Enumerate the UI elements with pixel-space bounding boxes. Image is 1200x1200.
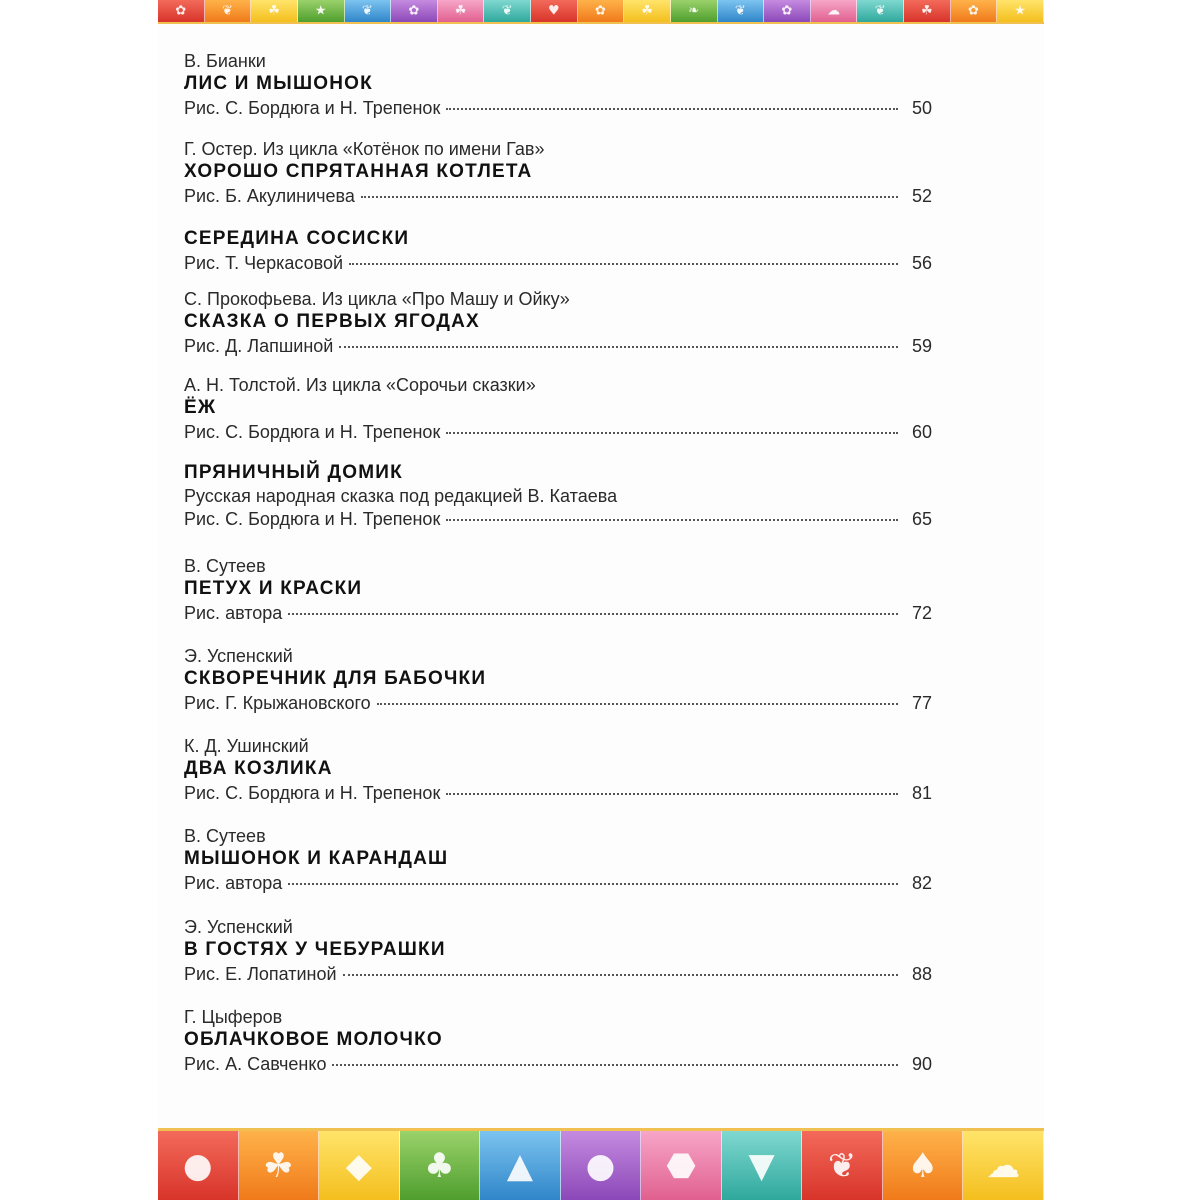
flower-icon: ✿ [594,3,606,19]
entry-page-number: 90 [911,1054,932,1074]
decor-tile [319,1131,400,1200]
entry-illustrator-line [184,96,932,120]
entry-illustrator: Рис. Г. Крыжановского [184,693,371,713]
dot-leader [343,974,898,976]
decor-tile [963,1131,1044,1200]
decor-tile [578,0,625,22]
butterfly-icon: ❦ [221,3,233,19]
toc-entry [184,138,932,208]
decor-tile [883,1131,964,1200]
decor-tile [480,1131,561,1200]
dot-leader [446,432,898,434]
toc-entry [184,374,932,444]
entry-title: ПРЯНИЧНЫЙ ДОМИК [184,462,403,483]
strawberry-icon: ♥ [547,3,560,19]
entry-page-number: 52 [911,186,932,206]
decor-tile [158,1131,239,1200]
toc-entry [184,645,932,715]
decor-tile [718,0,765,22]
butterfly-icon: ❦ [874,3,886,19]
decor-tile [997,0,1044,22]
pig-icon: ● [585,1145,616,1186]
dot-leader [361,196,898,198]
decor-tile [438,0,485,22]
entry-page-number: 77 [911,693,932,713]
entry-illustrator-line [184,871,932,895]
decor-tile [531,0,578,22]
decor-tile [239,1131,320,1200]
entry-illustrator: Рис. автора [184,603,283,623]
toc-entry [184,825,932,895]
bird-icon: ❧ [688,3,700,19]
decor-tile [298,0,345,22]
entry-page-number: 59 [911,336,932,356]
leaf-icon: ☘ [454,3,467,19]
bottom-decorative-strip [158,1128,1044,1200]
flower-icon: ✿ [408,3,420,19]
entry-author: Э. Успенский [184,646,293,666]
star-icon: ★ [1014,3,1026,19]
entry-author: К. Д. Ушинский [184,736,309,756]
entry-illustrator: Рис. Б. Акулиничева [184,186,355,206]
decor-tile [624,0,671,22]
entry-page-number: 65 [911,509,932,529]
cloud-icon: ☁ [827,3,841,19]
decor-tile [764,0,811,22]
entry-illustrator-line [184,601,932,625]
entry-author: А. Н. Толстой. Из цикла «Сорочьи сказки» [184,375,536,395]
dot-leader [446,108,898,110]
frog-icon: ♠ [907,1145,938,1186]
decor-tile [951,0,998,22]
entry-title: СКВОРЕЧНИК ДЛЯ БАБОЧКИ [184,668,487,689]
entry-illustrator: Рис. С. Бордюга и Н. Трепенок [184,422,441,442]
entry-author: С. Прокофьева. Из цикла «Про Машу и Ойку» [184,289,570,309]
decor-tile [400,1131,481,1200]
toc-entry [184,288,932,358]
dot-leader [288,613,898,615]
entry-illustrator: Рис. С. Бордюга и Н. Трепенок [184,783,441,803]
butterfly-icon: ❦ [361,3,373,19]
entry-title: ОБЛАЧКОВОЕ МОЛОЧКО [184,1029,443,1050]
goat-icon: ▲ [506,1145,534,1186]
entry-page-number: 82 [911,873,932,893]
entry-title: ХОРОШО СПРЯТАННАЯ КОТЛЕТА [184,161,533,182]
decor-tile [345,0,392,22]
chick-icon: ● [182,1145,213,1186]
bear-icon: ⬣ [666,1145,696,1186]
cloud-icon: ☁ [986,1145,1021,1186]
entry-illustrator-line [184,1052,932,1076]
leaf-icon: ☘ [263,1145,294,1186]
toc-entry [184,227,932,275]
entry-title: ЁЖ [184,397,217,418]
entry-illustrator-line [184,507,932,531]
dot-leader [339,346,898,348]
decor-tile [722,1131,803,1200]
toc-entry [184,555,932,625]
decor-tile [811,0,858,22]
entry-title: В ГОСТЯХ У ЧЕБУРАШКИ [184,939,446,960]
entry-illustrator-line [184,962,932,986]
toc-entry [184,1006,932,1076]
entry-illustrator: Рис. Е. Лопатиной [184,964,337,984]
decor-tile [671,0,718,22]
toc-entry [184,50,932,120]
butterfly-icon: ❦ [734,3,746,19]
entry-page-number: 72 [911,603,932,623]
dot-leader [332,1064,898,1066]
entry-illustrator-line [184,420,932,444]
decor-tile [205,0,252,22]
leaf-icon: ☘ [268,3,280,19]
entry-page-number: 88 [911,964,932,984]
entry-author: В. Бианки [184,51,266,71]
entry-title: ДВА КОЗЛИКА [184,758,333,779]
decor-tile [158,0,205,22]
top-decorative-strip [158,0,1044,24]
star-icon: ★ [314,3,327,19]
entry-author: Г. Остер. Из цикла «Котёнок по имени Гав» [184,139,545,159]
entry-page-number: 56 [911,253,932,273]
decor-tile [641,1131,722,1200]
entry-illustrator: Рис. Д. Лапшиной [184,336,334,356]
entry-title: СКАЗКА О ПЕРВЫХ ЯГОДАХ [184,311,480,332]
flower-icon: ✿ [175,3,187,19]
entry-illustrator: Рис. С. Бордюга и Н. Трепенок [184,509,441,529]
decor-tile [561,1131,642,1200]
decor-tile [391,0,438,22]
toc-entry [184,916,932,986]
fox-icon: ▼ [748,1145,775,1186]
entry-title: МЫШОНОК И КАРАНДАШ [184,848,449,869]
entry-illustrator-line [184,691,932,715]
entry-illustrator: Рис. Т. Черкасовой [184,253,344,273]
entry-illustrator-line [184,334,932,358]
dot-leader [446,793,898,795]
entry-page-number: 50 [911,98,932,118]
flower-icon: ✿ [967,3,979,19]
entry-illustrator: Рис. С. Бордюга и Н. Трепенок [184,98,441,118]
decor-tile [251,0,298,22]
entry-illustrator: Рис. А. Савченко [184,1054,327,1074]
leaf-icon: ☘ [641,3,653,19]
entry-title: СЕРЕДИНА СОСИСКИ [184,228,410,249]
decor-tile [484,0,531,22]
entry-illustrator: Рис. автора [184,873,283,893]
entry-page-number: 81 [911,783,932,803]
entry-illustrator-line [184,781,932,805]
dot-leader [446,519,898,521]
decor-tile [904,0,951,22]
cat-icon: ❦ [827,1145,857,1186]
flower-icon: ✿ [781,3,793,19]
dot-leader [377,703,898,705]
entry-author: В. Сутеев [184,556,266,576]
entry-page-number: 60 [911,422,932,442]
entry-title: ПЕТУХ И КРАСКИ [184,578,363,599]
entry-illustrator-line [184,251,932,275]
entry-author: В. Сутеев [184,826,266,846]
decor-tile [857,0,904,22]
leaf-icon: ☘ [920,3,933,19]
toc-entry [184,735,932,805]
entry-note: Русская народная сказка под редакцией В. Катаева [184,486,618,506]
entry-title: ЛИС И МЫШОНОК [184,73,373,94]
toc-entry [184,461,932,531]
butterfly-icon: ❦ [501,3,513,19]
dot-leader [349,263,898,265]
dot-leader [288,883,898,885]
entry-illustrator-line [184,184,932,208]
rabbit-icon: ♣ [424,1145,455,1186]
dog-icon: ◆ [345,1145,372,1186]
decor-tile [802,1131,883,1200]
entry-author: Г. Цыферов [184,1007,283,1027]
entry-author: Э. Успенский [184,917,293,937]
